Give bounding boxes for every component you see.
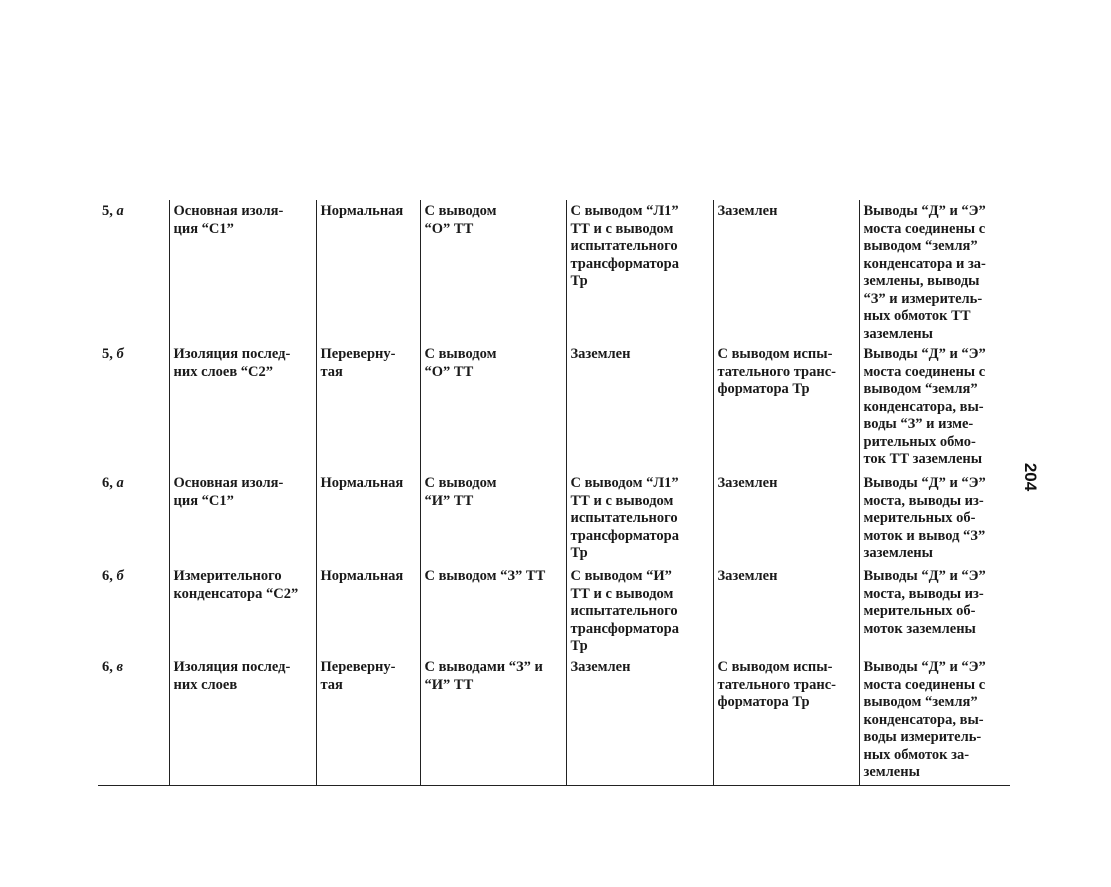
row-number-cell <box>98 343 169 472</box>
insulation-object-cell: Изоляция послед- них слоев “С2” <box>169 343 316 472</box>
note-cell: Выводы “Д” и “Э” моста соединены с выводом “земля” конденсатора, вы- воды “З” и изме- рительных обмо- ток ТТ заземлены <box>859 343 1010 472</box>
cn-connection-cell: Заземлен <box>713 565 859 656</box>
cx-connection-cell: С выводом “Л1” ТТ и с выводом испытательного трансформатора Тр <box>566 472 713 565</box>
measurement-scheme-table <box>98 200 1010 786</box>
bridge-scheme-cell: Нормальная <box>316 565 420 656</box>
row-letter: а <box>116 475 124 491</box>
note-cell: Выводы “Д” и “Э” моста, выводы из- мерительных об- моток заземлены <box>859 565 1010 656</box>
high-voltage-cell: С выводом “З” ТТ <box>420 565 566 656</box>
cn-connection-cell: С выводом испы- тательного транс- форматора Тр <box>713 343 859 472</box>
row-letter: б <box>116 346 124 362</box>
cn-connection-cell: Заземлен <box>713 472 859 565</box>
row-number: 5, <box>102 203 113 219</box>
insulation-object-cell: Изоляция послед- них слоев <box>169 656 316 785</box>
high-voltage-cell: С выводами “З” и “И” ТТ <box>420 656 566 785</box>
row-number-cell <box>98 472 169 565</box>
row-number-cell <box>98 200 169 343</box>
high-voltage-cell: С выводом “О” ТТ <box>420 343 566 472</box>
bridge-scheme-cell: Переверну- тая <box>316 343 420 472</box>
high-voltage-cell: С выводом “О” ТТ <box>420 200 566 343</box>
table-row <box>98 656 1010 785</box>
table-row <box>98 343 1010 472</box>
high-voltage-cell: С выводом “И” ТТ <box>420 472 566 565</box>
note-cell: Выводы “Д” и “Э” моста соединены с выводом “земля” конденсатора и за- землены, выводы “З” и измеритель- ных обмоток ТТ заземлены <box>859 200 1010 343</box>
row-letter: в <box>116 659 123 675</box>
cx-connection-cell: Заземлен <box>566 343 713 472</box>
cn-connection-cell: С выводом испы- тательного транс- форматора Тр <box>713 656 859 785</box>
cn-connection-cell: Заземлен <box>713 200 859 343</box>
note-cell: Выводы “Д” и “Э” моста соединены с выводом “земля” конденсатора, вы- воды измеритель- ных обмоток за- землены <box>859 656 1010 785</box>
row-number-cell <box>98 656 169 785</box>
row-number: 6, <box>102 475 113 491</box>
row-number: 6, <box>102 659 113 675</box>
table-row <box>98 200 1010 343</box>
cx-connection-cell: Заземлен <box>566 656 713 785</box>
page-number: 204 <box>1021 462 1041 492</box>
insulation-object-cell: Измерительного конденсатора “С2” <box>169 565 316 656</box>
insulation-object-cell: Основная изоля- ция “С1” <box>169 200 316 343</box>
note-cell: Выводы “Д” и “Э” моста, выводы из- мерительных об- моток и вывод “З” заземлены <box>859 472 1010 565</box>
bridge-scheme-cell: Переверну- тая <box>316 656 420 785</box>
row-number-cell <box>98 565 169 656</box>
row-number: 5, <box>102 346 113 362</box>
bridge-scheme-cell: Нормальная <box>316 200 420 343</box>
bridge-scheme-cell: Нормальная <box>316 472 420 565</box>
cx-connection-cell: С выводом “Л1” ТТ и с выводом испытательного трансформатора Тр <box>566 200 713 343</box>
table-row <box>98 565 1010 656</box>
row-letter: б <box>116 568 124 584</box>
row-letter: а <box>116 203 124 219</box>
row-number: 6, <box>102 568 113 584</box>
table-row <box>98 472 1010 565</box>
cx-connection-cell: С выводом “И” ТТ и с выводом испытательного трансформатора Тр <box>566 565 713 656</box>
insulation-object-cell: Основная изоля- ция “С1” <box>169 472 316 565</box>
